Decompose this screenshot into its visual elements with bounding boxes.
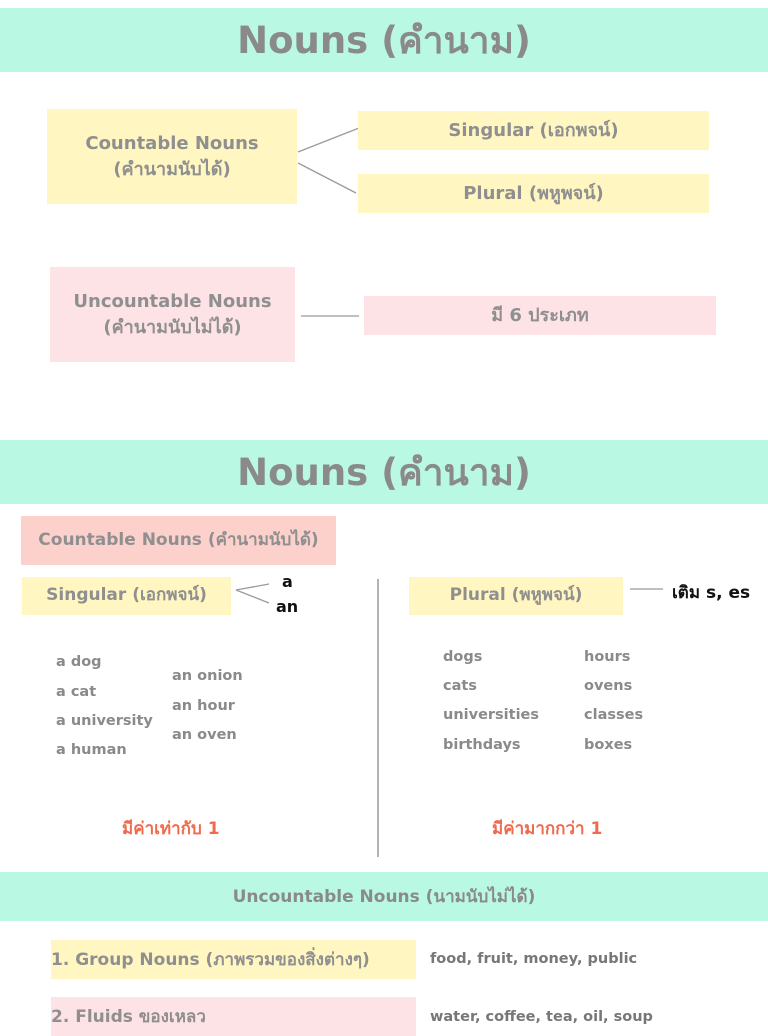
section2-title: Nouns (คำนาม) <box>237 450 531 494</box>
countable-nouns-box <box>47 109 297 204</box>
singular-header: Singular (เอกพจน์) <box>46 585 207 606</box>
plural-word: ovens <box>584 678 633 694</box>
group-nouns-examples: food, fruit, money, public <box>430 951 638 967</box>
plural-header: Plural (พหูพจน์) <box>449 585 583 606</box>
singular-box <box>358 111 709 150</box>
singular-a-word: a university <box>56 713 153 729</box>
countable-nouns-header-box <box>21 516 336 565</box>
singular-a-word: a cat <box>56 684 97 700</box>
singular-header-box <box>22 577 231 615</box>
plural-header-box <box>409 577 623 615</box>
plural-box <box>358 174 709 213</box>
six-types-label: มี 6 ประเภท <box>491 304 589 326</box>
uncountable-nouns-label: Uncountable Nouns <box>73 291 272 313</box>
uncountable-nouns-box <box>50 267 295 362</box>
singular-value: มีค่าเท่ากับ 1 <box>122 819 220 839</box>
countable-nouns-thai-label: (คำนามนับได้) <box>113 158 231 180</box>
singular-an-word: an oven <box>172 727 237 743</box>
fluids-examples: water, coffee, tea, oil, soup <box>430 1009 653 1025</box>
plural-word: hours <box>584 649 631 665</box>
plural-word: dogs <box>443 649 483 665</box>
six-types-box <box>364 296 716 335</box>
plural-word: classes <box>584 707 644 723</box>
article-an: an <box>276 597 299 616</box>
group-nouns-label: 1. Group Nouns (ภาพรวมของสิ่งต่างๆ) <box>51 950 370 970</box>
countable-nouns-header: Countable Nouns (คำนามนับได้) <box>38 529 319 550</box>
singular-an-word: an onion <box>172 668 243 684</box>
plural-rule: เติม s, es <box>672 583 751 603</box>
singular-a-word: a human <box>56 742 127 758</box>
section1-banner <box>0 8 768 72</box>
group-nouns-box <box>51 940 416 979</box>
countable-nouns-label: Countable Nouns <box>85 133 259 155</box>
plural-word: boxes <box>584 737 633 753</box>
section2-banner <box>0 440 768 504</box>
uncountable-nouns-thai-label: (คำนามนับไม่ได้) <box>103 316 242 338</box>
singular-a-word: a dog <box>56 654 102 670</box>
connector-countable-plural <box>298 163 356 193</box>
plural-word: cats <box>443 678 477 694</box>
singular-label: Singular (เอกพจน์) <box>448 119 619 141</box>
connector-singular-an <box>236 590 269 603</box>
fluids-box <box>51 997 416 1036</box>
section1-title: Nouns (คำนาม) <box>237 18 531 62</box>
plural-value: มีค่ามากกว่า 1 <box>492 819 603 839</box>
connector-singular-a <box>236 584 269 590</box>
fluids-label: 2. Fluids ของเหลว <box>51 1007 206 1027</box>
plural-word: universities <box>443 707 540 723</box>
connector-countable-singular <box>298 128 359 152</box>
uncountable-title: Uncountable Nouns (นามนับไม่ได้) <box>232 887 536 907</box>
singular-an-word: an hour <box>172 698 235 714</box>
plural-word: birthdays <box>443 737 521 753</box>
plural-label: Plural (พหูพจน์) <box>463 182 604 204</box>
uncountable-banner <box>0 872 768 921</box>
article-a: a <box>282 572 293 591</box>
